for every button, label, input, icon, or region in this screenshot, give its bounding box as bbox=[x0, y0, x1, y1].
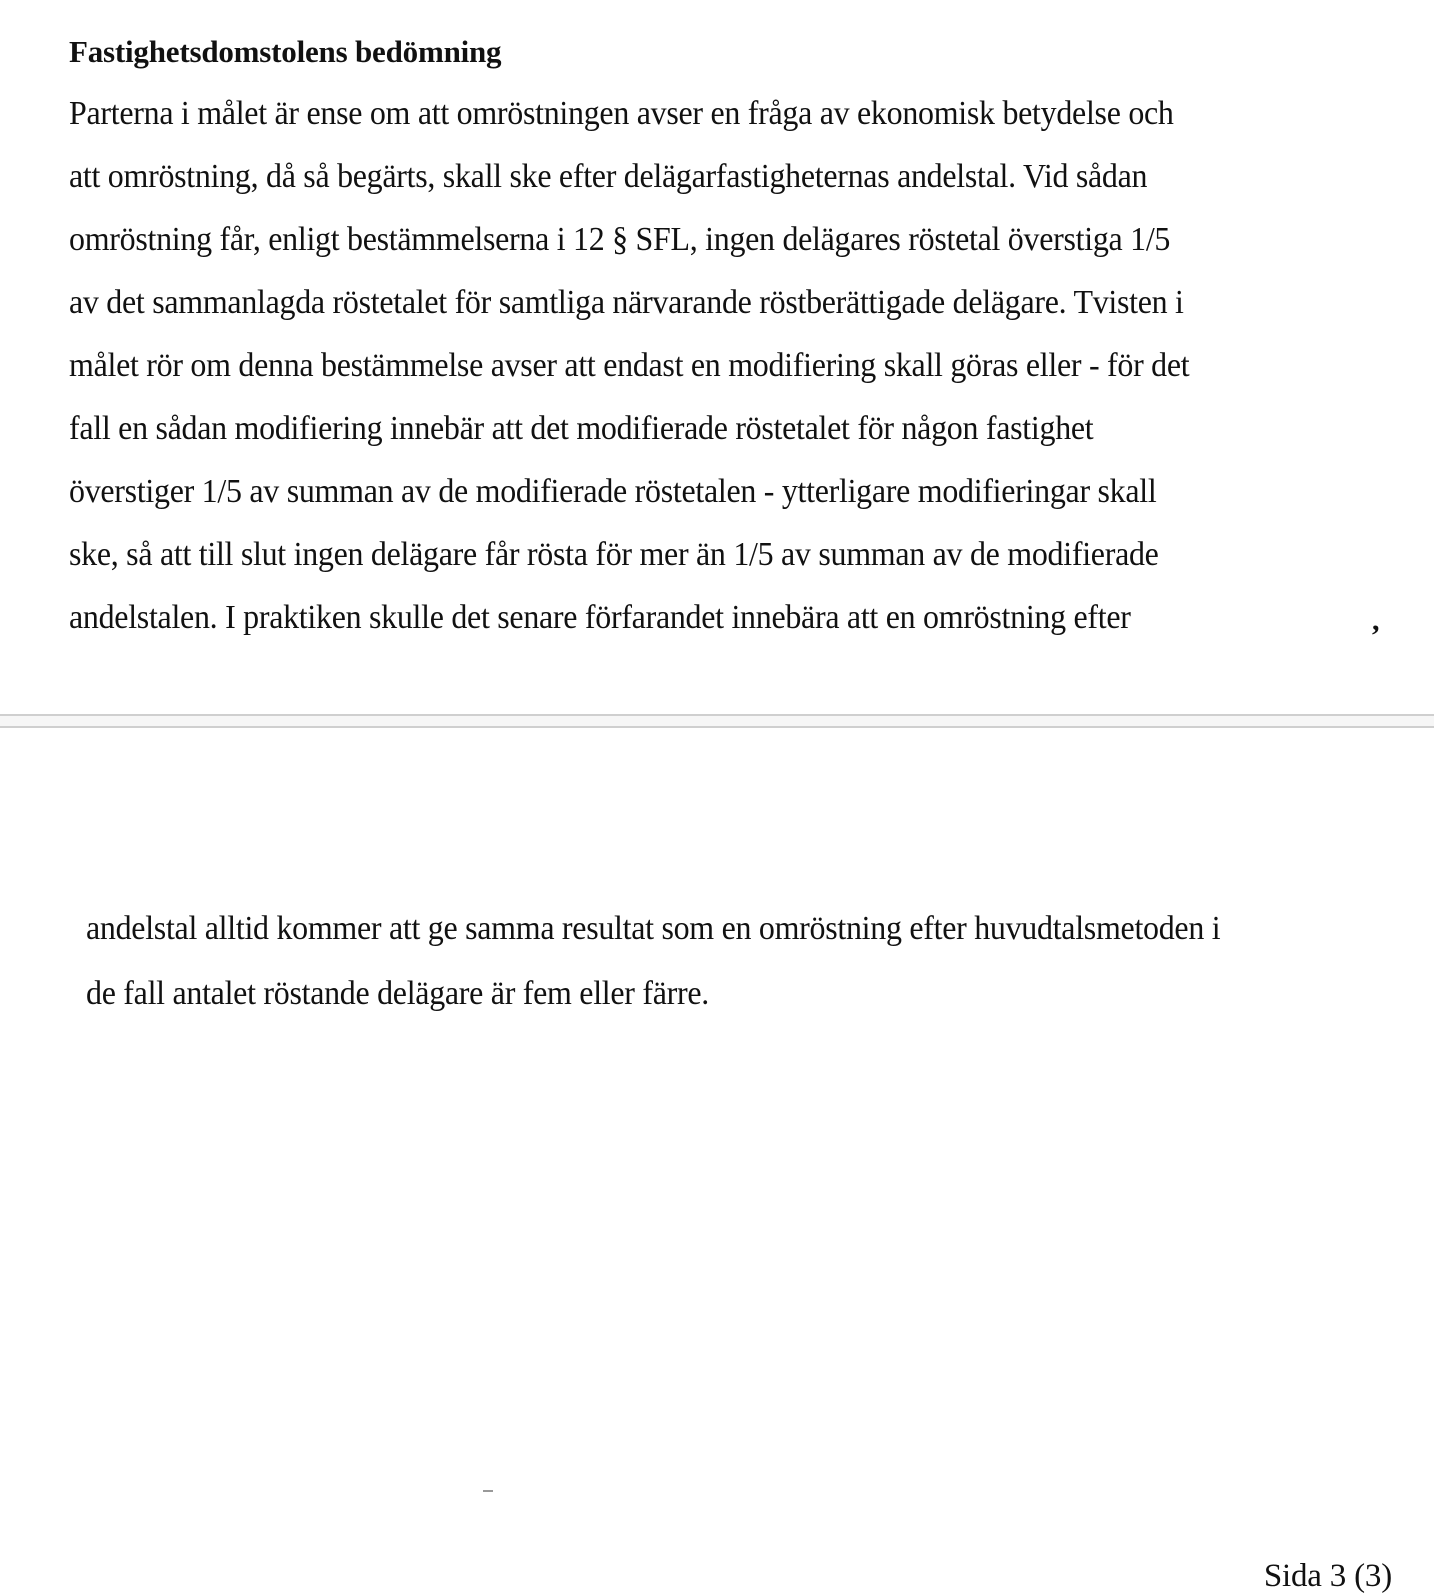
document-page-3 bbox=[0, 728, 1434, 1594]
paragraph-line: Parterna i målet är ense om att omröstningen avser en fråga av ekonomisk betydelse och bbox=[69, 95, 1174, 132]
paragraph-line: målet rör om denna bestämmelse avser att endast en modifiering skall göras eller - för det bbox=[69, 347, 1190, 384]
document-page-2 bbox=[0, 0, 1434, 714]
page-number: Sida 3 (3) bbox=[1263, 1558, 1392, 1594]
paragraph-line: överstiger 1/5 av summan av de modifierade röstetalen - ytterligare modifieringar skall bbox=[69, 473, 1157, 510]
paragraph-line: omröstning får, enligt bestämmelserna i 12 § SFL, ingen delägares röstetal överstiga 1/5 bbox=[69, 221, 1171, 258]
scan-artifact-mark: , bbox=[1372, 604, 1380, 637]
paragraph-line: ske, så att till slut ingen delägare får rösta för mer än 1/5 av summan av de modifierade bbox=[69, 536, 1159, 573]
paragraph-line: andelstalen. I praktiken skulle det senare förfarandet innebära att en omröstning efter bbox=[69, 599, 1131, 636]
page-separator bbox=[0, 714, 1434, 728]
paragraph-line: att omröstning, då så begärts, skall ske efter delägarfastigheternas andelstal. Vid sådan bbox=[69, 158, 1148, 195]
paragraph-line: av det sammanlagda röstetalet för samtliga närvarande röstberättigade delägare. Tvisten i bbox=[69, 284, 1184, 321]
paragraph-line: fall en sådan modifiering innebär att det modifierade röstetalet för någon fastighet bbox=[69, 410, 1094, 447]
paragraph-line: de fall antalet röstande delägare är fem eller färre. bbox=[86, 975, 709, 1012]
section-heading: Fastighetsdomstolens bedömning bbox=[69, 34, 502, 69]
scan-speck bbox=[483, 1490, 493, 1492]
paragraph-line: andelstal alltid kommer att ge samma resultat som en omröstning efter huvudtalsmetoden i bbox=[86, 910, 1221, 947]
